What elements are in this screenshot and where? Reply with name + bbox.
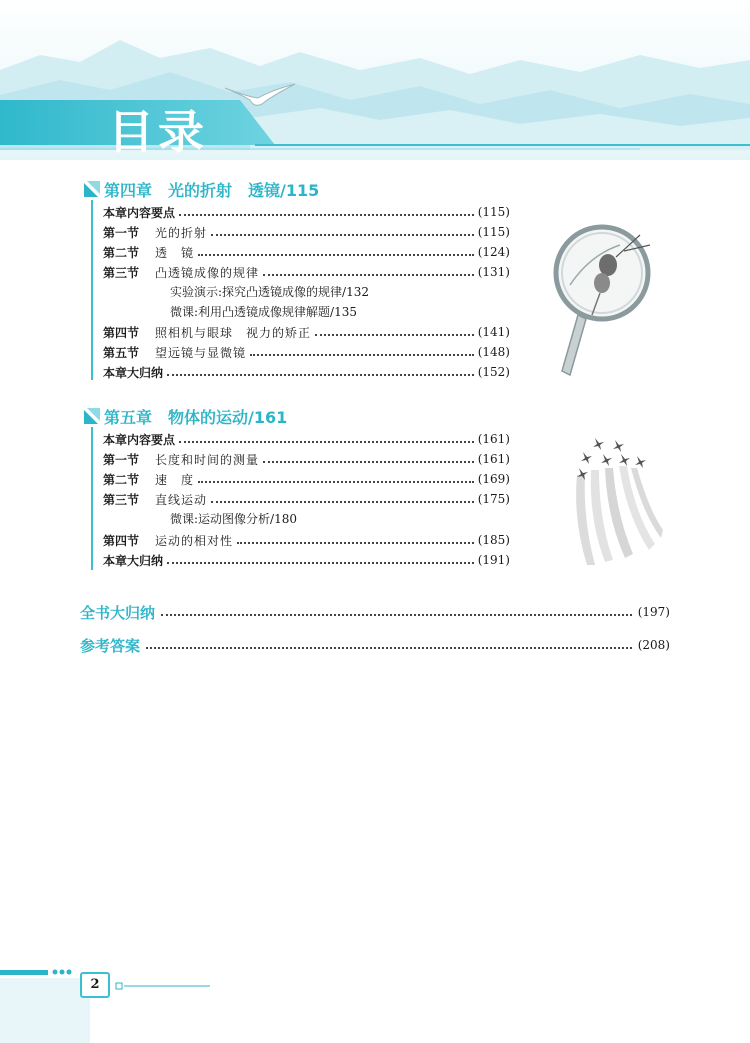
chapter-4-heading[interactable] (84, 178, 319, 200)
leader-dots (315, 334, 474, 336)
entry-page: (148) (477, 345, 510, 359)
entry-title: 望远镜与显微镜 (155, 345, 247, 360)
leader-dots (179, 441, 474, 443)
entry-page: (152) (477, 365, 510, 379)
toc-answers[interactable] (80, 634, 670, 656)
leader-dots (263, 274, 474, 276)
toc-entry[interactable] (103, 469, 510, 489)
toc-sub-entry[interactable]: 实验演示:探究凸透镜成像的规律/132 (170, 285, 369, 299)
entry-title: 直线运动 (155, 492, 208, 507)
toc-entry[interactable] (103, 262, 510, 282)
leader-dots (167, 562, 474, 564)
chapter-marker-icon (84, 181, 100, 197)
toc-entry[interactable] (103, 550, 510, 570)
toc-entry[interactable] (103, 489, 510, 509)
page-title: 目录 (108, 105, 208, 159)
toc-sub-entry[interactable]: 微课:运动图像分析/180 (170, 512, 297, 526)
leader-dots (198, 254, 474, 256)
entry-page: (161) (477, 432, 510, 446)
entry-number: 第三节 (103, 265, 140, 280)
entry-page: (115) (477, 225, 510, 239)
entry-number: 本章内容要点 (103, 205, 176, 220)
toc-entry[interactable] (103, 222, 510, 242)
leader-dots (263, 461, 474, 463)
leader-dots (211, 234, 474, 236)
entry-number: 第二节 (103, 472, 140, 487)
entry-page: (191) (477, 553, 510, 567)
entry-page: (131) (477, 265, 510, 279)
footer-decoration (0, 960, 250, 1043)
entry-page: (161) (477, 452, 510, 466)
entry-page: (169) (477, 472, 510, 486)
entry-number: 第五节 (103, 345, 140, 360)
entry-number: 本章大归纳 (103, 553, 164, 568)
entry-page: (175) (477, 492, 510, 506)
summary-label: 全书大归纳 (80, 603, 156, 622)
leader-dots (198, 481, 474, 483)
entry-number: 本章大归纳 (103, 365, 164, 380)
entry-page: (124) (477, 245, 510, 259)
entry-title: 速 度 (155, 472, 195, 487)
toc-entry[interactable] (103, 362, 510, 382)
entry-title: 光的折射 (155, 225, 208, 240)
page-number: 2 (80, 972, 110, 998)
answers-label: 参考答案 (80, 636, 141, 655)
chapter-4-rule (91, 200, 93, 380)
entry-number: 本章内容要点 (103, 432, 176, 447)
entry-number: 第三节 (103, 492, 140, 507)
chapter-5-heading[interactable] (84, 405, 287, 427)
summary-page: (197) (637, 605, 670, 619)
toc-entry[interactable] (103, 322, 510, 342)
entry-number: 第二节 (103, 245, 140, 260)
toc-summary[interactable] (80, 601, 670, 623)
leader-dots (179, 214, 474, 216)
leader-dots (211, 501, 474, 503)
entry-title: 凸透镜成像的规律 (155, 265, 260, 280)
entry-title: 运动的相对性 (155, 533, 234, 548)
leader-dots (146, 647, 632, 649)
jet-formation-icon (565, 430, 665, 570)
toc-entry[interactable] (103, 530, 510, 550)
entry-number: 第一节 (103, 225, 140, 240)
toc-entry[interactable] (103, 342, 510, 362)
leader-dots (167, 374, 474, 376)
entry-number: 第四节 (103, 533, 140, 548)
entry-page: (185) (477, 533, 510, 547)
entry-title: 透 镜 (155, 245, 195, 260)
leader-dots (161, 614, 632, 616)
entry-title: 长度和时间的测量 (155, 452, 260, 467)
chapter-4-title: 第四章 光的折射 透镜/115 (104, 180, 320, 200)
answers-page: (208) (637, 638, 670, 652)
chapter-marker-icon (84, 408, 100, 424)
entry-page: (115) (477, 205, 510, 219)
entry-number: 第四节 (103, 325, 140, 340)
toc-entry[interactable] (103, 429, 510, 449)
leader-dots (250, 354, 474, 356)
toc-entry[interactable] (103, 449, 510, 469)
chapter-5-rule (91, 427, 93, 570)
entry-page: (141) (477, 325, 510, 339)
chapter-5-title: 第五章 物体的运动/161 (104, 407, 288, 427)
entry-number: 第一节 (103, 452, 140, 467)
magnifying-glass-icon (540, 215, 660, 380)
toc-entry[interactable] (103, 242, 510, 262)
toc-entry[interactable] (103, 202, 510, 222)
toc-sub-entry[interactable]: 微课:利用凸透镜成像规律解题/135 (170, 305, 357, 319)
leader-dots (237, 542, 474, 544)
entry-title: 照相机与眼球 视力的矫正 (155, 325, 312, 340)
